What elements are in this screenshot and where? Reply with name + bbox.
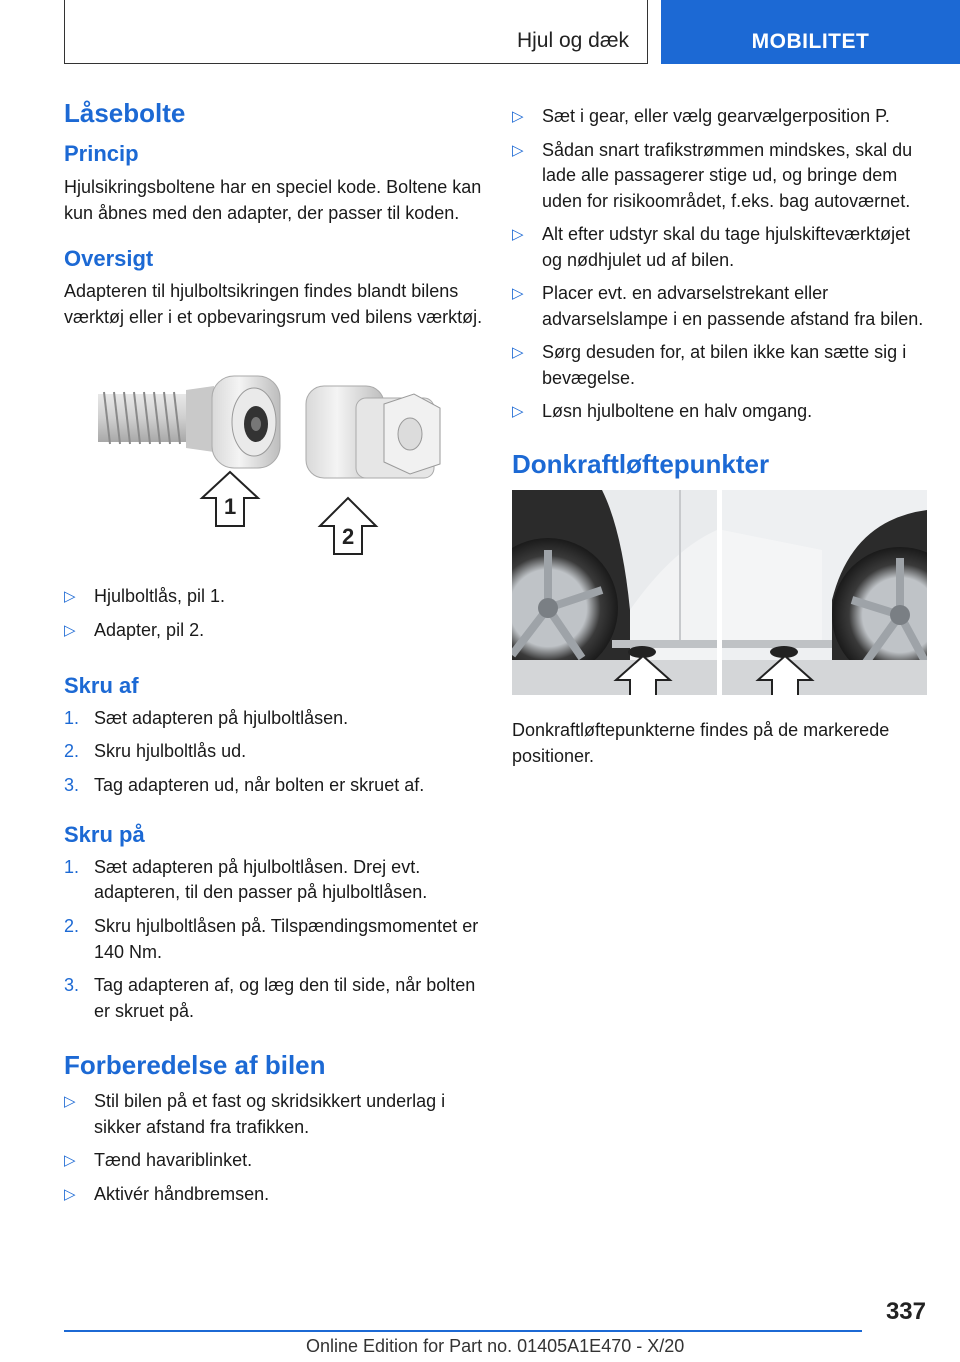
chapter-tab[interactable] [661, 0, 960, 64]
list-item [64, 855, 484, 906]
forberedelse-continued-list [512, 104, 932, 425]
list-item [512, 281, 932, 332]
list-item-text: Stil bilen på et fast og skridsikkert underlag i sikker afstand fra trafikken. [94, 1091, 446, 1137]
list-item [512, 104, 932, 130]
adapter-illustration [306, 386, 440, 478]
arrow-2-label: 2 [342, 524, 355, 550]
lock-bolt-figure [64, 368, 484, 558]
triangle-right-icon: ▷ [512, 141, 524, 159]
step-number: 3. [64, 774, 80, 795]
arrow-2-icon [320, 498, 376, 554]
list-item-text: Løsn hjulboltene en halv omgang. [542, 401, 813, 422]
list-item-text: Tænd havariblinket. [94, 1150, 253, 1171]
heading-skru-af: Skru af [64, 673, 139, 699]
step-text: Sæt adapteren på hjulboltlåsen. Drej evt. adapteren, til den passer på hjulboltlåsen. [94, 856, 428, 903]
list-item [512, 138, 932, 215]
triangle-right-icon: ▷ [512, 344, 524, 362]
triangle-right-icon: ▷ [512, 403, 524, 421]
car-photo-right [722, 490, 927, 695]
step-number: 1. [64, 856, 80, 877]
left-column [64, 98, 484, 1216]
step-number: 3. [64, 975, 80, 996]
footer-divider [64, 1330, 862, 1332]
arrow-1-label: 1 [224, 494, 237, 520]
list-item [64, 973, 484, 1024]
list-item-text: Sørg desuden for, at bilen ikke kan sætte sig i bevægelse. [542, 342, 907, 388]
list-item-text: Aktivér håndbremsen. [94, 1183, 270, 1204]
step-text: Tag adapteren af, og læg den til side, når bolten er skruet på. [94, 975, 476, 1021]
triangle-right-icon: ▷ [64, 1152, 76, 1170]
princip-text: Hjulsikringsboltene har en speciel kode. Boltene kan kun åbnes med den adapter, der passer til koden. [64, 176, 482, 223]
list-item [64, 1089, 484, 1140]
triangle-right-icon: ▷ [64, 1185, 76, 1203]
arrow-1-icon [202, 472, 258, 526]
step-number: 1. [64, 707, 80, 728]
skru-paa-steps [64, 855, 484, 1024]
heading-skru-paa: Skru på [64, 822, 145, 848]
edition-text: Online Edition for Part no. 01405A1E470 - X/20 [306, 1336, 685, 1356]
jack-points-figure [512, 490, 927, 695]
section-title: Hjul og dæk [516, 29, 629, 52]
bolt-collar [186, 386, 214, 452]
heading-oversigt: Oversigt [64, 245, 154, 271]
triangle-right-icon: ▷ [512, 226, 524, 244]
donkraft-text: Donkraftløftepunkterne findes på de markerede positioner. [512, 720, 890, 767]
list-item [64, 618, 484, 644]
list-item-text: Sæt i gear, eller vælg gearvælgerposition P. [542, 106, 890, 126]
forberedelse-list [64, 1089, 484, 1207]
list-item [64, 1148, 484, 1174]
triangle-right-icon: ▷ [512, 285, 524, 303]
list-item [64, 773, 484, 799]
step-number: 2. [64, 915, 80, 936]
heading-princip: Princip [64, 141, 139, 167]
list-item-text: Adapter, pil 2. [94, 619, 205, 640]
jack-points-illustration [512, 490, 927, 695]
step-text: Skru hjulboltlåsen på. Tilspændingsmomentet er 140 Nm. [94, 915, 479, 962]
list-item-text: Hjulboltlås, pil 1. [94, 586, 226, 607]
list-item [512, 399, 932, 425]
right-column [512, 104, 932, 769]
step-number: 2. [64, 741, 80, 762]
triangle-right-icon: ▷ [64, 588, 76, 606]
figure-legend-list [64, 584, 484, 643]
list-item [512, 222, 932, 273]
list-item-text: Sådan snart trafikstrømmen mindskes, skal du lade alle passagerer stige ud, og bringe dem uden for risikoområdet, f.eks. bag autoværnet. [542, 139, 913, 211]
triangle-right-icon: ▷ [64, 621, 76, 639]
triangle-right-icon: ▷ [512, 108, 524, 125]
chapter-title: MOBILITET [751, 30, 870, 53]
list-item-text: Placer evt. en advarselstrekant eller advarselslampe i en passende afstand fra bilen. [542, 283, 924, 329]
page-number: 337 [885, 1298, 926, 1325]
list-item [64, 706, 484, 732]
heading-laasebolte: Låsebolte [64, 98, 186, 128]
heading-forberedelse: Forberedelse af bilen [64, 1050, 326, 1081]
lock-bolt-illustration [64, 368, 484, 558]
list-item [64, 739, 484, 765]
list-item [64, 914, 484, 965]
triangle-right-icon: ▷ [64, 1093, 76, 1111]
bolt-thread [98, 392, 188, 444]
list-item [64, 1182, 484, 1208]
header-section-box [64, 0, 648, 64]
oversigt-text: Adapteren til hjulboltsikringen findes blandt bilens værktøj eller i et opbevaringsrum ved bilens værktøj. [64, 281, 483, 328]
heading-donkraft: Donkraftløftepunkter [512, 449, 770, 480]
list-item [512, 340, 932, 391]
step-text: Skru hjulboltlås ud. [94, 741, 247, 762]
skru-af-steps [64, 706, 484, 799]
step-text: Sæt adapteren på hjulboltlåsen. [94, 707, 349, 728]
list-item [64, 584, 484, 610]
list-item-text: Alt efter udstyr skal du tage hjulskifteværktøjet og nødhjulet ud af bilen. [542, 224, 911, 270]
car-photo-left [512, 490, 717, 695]
step-text: Tag adapteren ud, når bolten er skruet af. [94, 774, 425, 795]
